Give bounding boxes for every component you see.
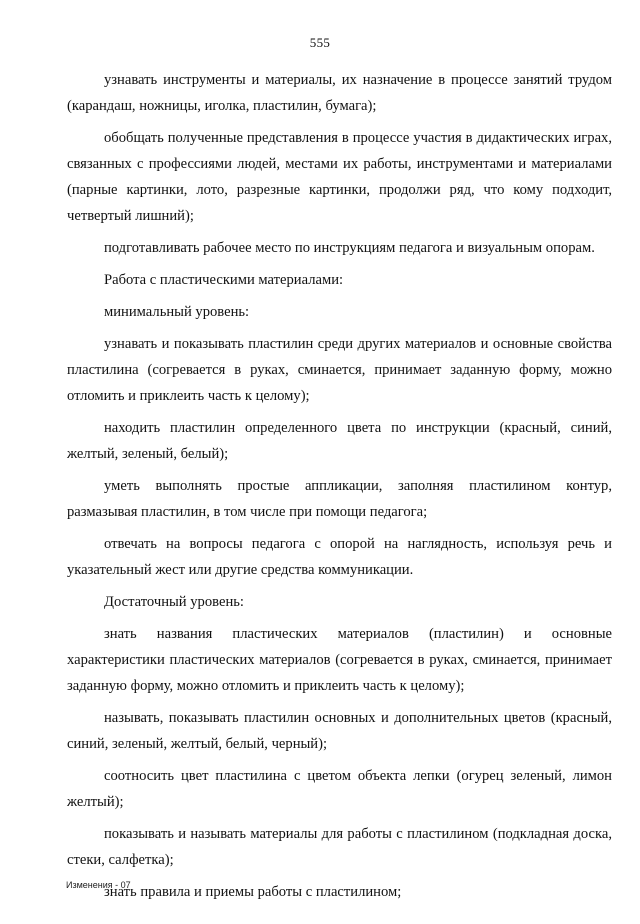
paragraph: знать названия пластических материалов (пластилин) и основные характеристики пластических материалов (согревается в руках, сминается, принимает заданную форму, можно отломить и приклеить часть к целому); [67, 626, 612, 694]
paragraph: соотносить цвет пластилина с цветом объекта лепки (огурец зеленый, лимон желтый); [67, 768, 612, 810]
paragraph: узнавать и показывать пластилин среди других материалов и основные свойства пластилина (согревается в руках, сминается, принимает заданную форму, можно отломить и приклеить часть к целому); [67, 336, 612, 404]
paragraph: уметь выполнять простые аппликации, заполняя пластилином контур, размазывая пластилин, в том числе при помощи педагога; [67, 478, 612, 520]
document-body [67, 67, 612, 905]
paragraph: называть, показывать пластилин основных и дополнительных цветов (красный, синий, зеленый, желтый, белый, черный); [67, 710, 612, 752]
paragraph: узнавать инструменты и материалы, их назначение в процессе занятий трудом (карандаш, ножницы, иголка, пластилин, бумага); [67, 72, 612, 114]
paragraph: обобщать полученные представления в процессе участия в дидактических играх, связанных с профессиями людей, местами их работы, инструментами и материалами (парные картинки, лото, разрезные картинки, продолжи ряд, что кому подходит, четвертый лишний); [67, 130, 612, 224]
footer-revision: Изменения - 07 [66, 880, 131, 890]
paragraph: Достаточный уровень: [104, 594, 244, 610]
paragraph: отвечать на вопросы педагога с опорой на наглядность, используя речь и указательный жест или другие средства коммуникации. [67, 536, 612, 578]
page-number: 555 [309, 35, 331, 50]
paragraph: знать правила и приемы работы с пластилином; [104, 884, 402, 900]
paragraph: подготавливать рабочее место по инструкциям педагога и визуальным опорам. [104, 240, 595, 256]
paragraph: минимальный уровень: [104, 304, 250, 320]
paragraph: находить пластилин определенного цвета по инструкции (красный, синий, желтый, зеленый, белый); [67, 420, 612, 462]
paragraph: показывать и называть материалы для работы с пластилином (подкладная доска, стеки, салфетка); [67, 826, 612, 868]
paragraph: Работа с пластическими материалами: [104, 272, 344, 288]
